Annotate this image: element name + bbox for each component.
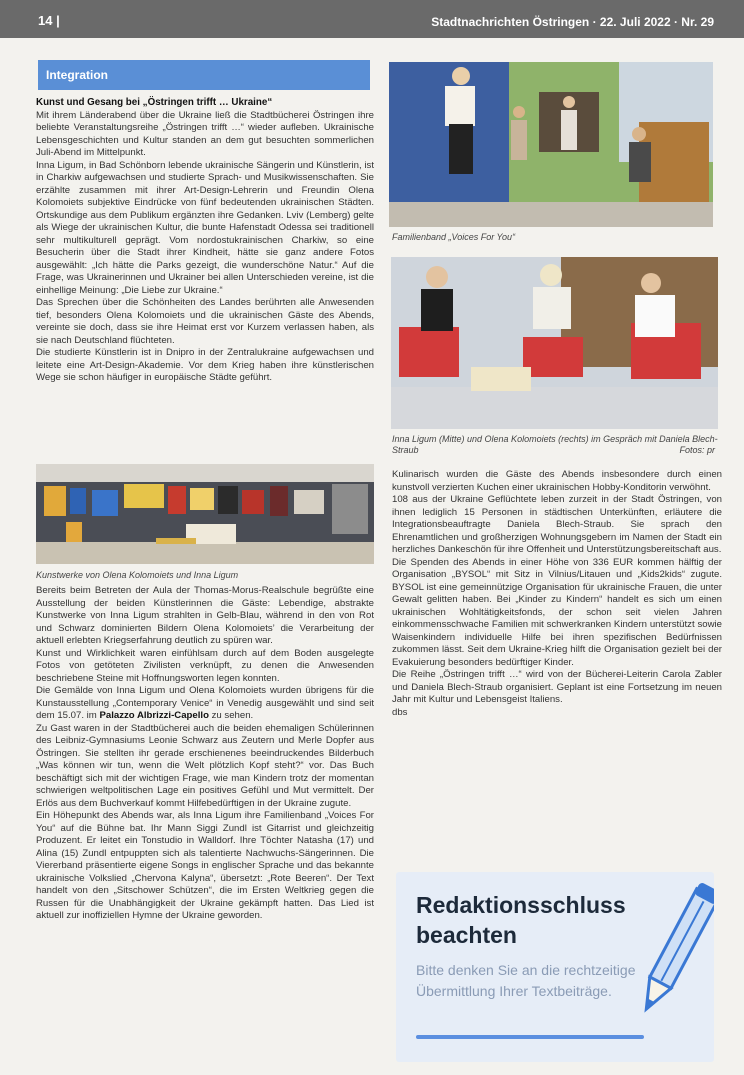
paragraph: Das Sprechen über die Schönheiten des Landes berührten alle Anwesenden tief, besonders Olena Kolomoiets und die ukrainischen Gäste des Abends, vereinte sie doch, dass sie ihre Heimat erst vor Kurzem verlassen haben, als sie nach Deutschland flüchteten.	[36, 297, 374, 346]
paragraph: Kulinarisch wurden die Gäste des Abends insbesondere durch einen kunstvoll verzierten Kuchen einer ukrainischen Hobby-Konditorin verwöhnt.	[392, 469, 722, 493]
conversation-photo-caption: Inna Ligum (Mitte) und Olena Kolomoiets (rechts) im Gespräch mit Daniela Blech-Straub	[392, 434, 718, 455]
paragraph: Die studierte Künstlerin ist in Dnipro in der Zentralukraine aufgewachsen und leitete eine Art-Design-Akademie. Vor dem Krieg haben ihre künstlerischen Wege sie schon häufiger in europäische Städte geführt.	[36, 347, 374, 383]
art-exhibition-photo	[36, 464, 374, 564]
notice-body: Bitte denken Sie an die rechtzeitige Übermittlung Ihrer Textbeiträge.	[416, 962, 636, 999]
article-title: Kunst und Gesang bei „Östringen trifft … Ukraine“	[36, 97, 273, 108]
paragraph: Die Spenden des Abends in einer Höhe von 336 EUR kommen hälftig der Organisation „BYSOL“ mit Sitz in Vilnius/Litauen und „Kids2kids“ zugute. BYSOL ist eine gemeinnützige Organisation für ukrainische Frauen, die unter Gewalt gelitten haben. Bei „Kinder zu Kindern“ handelt es sich um einen ukrainischen Wohltätigkeitsfonds, der schon seit vielen Jahren einkommensschwache Familien mit schwerkranken Kindern unterstützt sowie Waisenkindern individuelle Hilfe bei ihren spezifischen Bedürfnissen zukommen lässt. Seit dem Ukraine-Krieg hilft die Organisation gezielt bei der Evakuierung besonders bedürftiger Kinder.	[392, 556, 722, 668]
venue-name: Palazzo Albrizzi-Capello	[99, 710, 209, 721]
paragraph: Bereits beim Betreten der Aula der Thomas-Morus-Realschule begrüßte eine Ausstellung der beiden Künstlerinnen die Gäste: Lebendige, abstrakte Kunstwerke von Inna Ligum strahlten in Gelb-Blau, während in den von Rot und Schwarz dominierten Bildern Olena Kolomoiets’ die Verarbeitung der aktuell erlebten Kriegserfahrung deutlich zu spüren war.	[36, 585, 374, 646]
band-photo	[389, 62, 713, 227]
paragraph: Mit ihrem Länderabend über die Ukraine ließ die Stadtbücherei Östringen ihre beliebte Veranstaltungsreihe „Östringen trifft …“ wieder aufleben. Ukrainische Lebensgeschichten und Kultur standen an dem gut besuchten sommerlichen Juli-Abend im Mittelpunkt.	[36, 109, 374, 158]
venice-text-pre: Die Gemälde von Inna Ligum und Olena Kolomoiets wurden übrigens für die Kunstausstellung „Contemporary Venice“ in Venedig ausgewählt und sind seit dem 15.07. im	[36, 685, 374, 721]
photo-credit: Fotos: pr	[679, 445, 715, 455]
paragraph-venice	[36, 685, 374, 723]
venice-text-post: zu sehen.	[208, 710, 254, 721]
notice-title: Redaktionsschluss beachten	[416, 892, 626, 948]
publication-line: Stadtnachrichten Östringen · 22. Juli 2022 · Nr. 29	[431, 15, 714, 29]
paragraph: Inna Ligum, in Bad Schönborn lebende ukrainische Sängerin und Künstlerin, ist in Charkiw aufgewachsen und studierte Sprach- und Musikwissenschaften. Sie erzählte zusammen mit ihrer Art-Design-Lehrerin und Freundin Olena Kolomoiets subjektive Eindrücke von fünf bedeutenden ukrainischen Städten. Ortskundige aus dem Publikum ergänzten ihre Gedanken. Lviv (Lemberg) gelte als Wiege der ukrainischen Kultur, die bunte Hafenstadt Odessa sei traditionell sehr multikulturell geprägt. Vom nordostukrainischen Charkiw, so eine Besucherin über die Stadt ihrer Kindheit, hätte sie ganz andere Fotos ausgewählt: „Ich hätte die Parks gezeigt, die wunderschöne Natur.“ Auf die Frage, was Ukrainerinnen und Ukrainer bei allen Unterschieden vereine, ist die einhellige Meinung: „Die Liebe zur Ukraine.“	[36, 159, 374, 296]
deadline-notice	[396, 872, 714, 1062]
article-column-1-top	[36, 97, 374, 385]
art-photo-caption: Kunstwerke von Olena Kolomoiets und Inna Ligum	[36, 570, 239, 580]
article-column-1-bottom	[36, 585, 374, 923]
author-signature: dbs	[392, 706, 408, 718]
paragraph: 108 aus der Ukraine Geflüchtete leben zurzeit in der Stadt Östringen, von ihnen lediglich 15 Personen in städtischen Unterkünften, erläutere die Integrationsbeauftragte Daniela Blech-Straub. Sie sprach den Ehrenamtlichen und großherzigen Wohnungsgebern im Namen der Stadt ein herzliches Dankeschön für ihre Offenheit und Unterstützungsbereitschaft aus.	[392, 494, 722, 555]
page-number: 14 |	[38, 13, 60, 28]
page-header	[0, 0, 744, 38]
paragraph: Zu Gast waren in der Stadtbücherei auch die beiden ehemaligen Schülerinnen des Leibniz-Gymnasiums Leonie Schwarz aus Zeutern und Merle Dopfer aus Östringen. Sie stellten ihr gerade erschienenes beeindruckendes Bilderbuch „Was können wir tun, wenn die Welt plötzlich Kopf steht?“ vor. Das Buch beschäftigt sich mit der wichtigen Frage, wie man Kindern trotz der momentan schwierigen weltpolitischen Lage ein positives Gefühl und Mut vermittelt. Der Erlös aus dem Buchverkauf kommt Hilfebedürftigen in der Ukraine zugute.	[36, 722, 374, 809]
pencil-icon	[636, 878, 714, 1028]
paragraph: Die Reihe „Östringen trifft …“ wird von der Bücherei-Leiterin Carola Zabler und Daniela Blech-Straub organisiert. Geplant ist eine Fortsetzung im neuen Jahr mit Kultur und Lebensgeist Italiens.	[392, 669, 722, 705]
conversation-photo	[391, 257, 718, 429]
notice-underline	[416, 1035, 644, 1039]
paragraph: Ein Höhepunkt des Abends war, als Inna Ligum ihre Familienband „Voices For You“ auf die Bühne bat. Ihr Mann Siggi Zundl ist Gitarrist und gleichzeitig Produzent. Er leitet ein Tonstudio in Walldorf. Ihre Töchter Natasha (17) und Alina (15) Zundl entpuppten sich als talentierte Nachwuchs-Sängerinnen. Die Viererband präsentierte eigene Songs in englischer Sprache und das bekannte ukrainische Volkslied „Chervona Kalyna“, übersetzt: „Rote Beeren“. Der Text handelt von den „Sitschower Schützen“, die im Ersten Weltkrieg gegen die Russen für die Unabhängigkeit der Ukraine gekämpft hatten. Das Lied ist aktuell zur inoffiziellen Hymne der Ukraine geworden.	[36, 810, 374, 921]
paragraph: Kunst und Wirklichkeit waren einfühlsam durch auf dem Boden ausgelegte Fotos von getöteten Zivilisten verknüpft, zu denen die Anwesenden beschriebene Steine mit Hoffnungsworten legen konnten.	[36, 647, 374, 684]
article-column-2	[392, 469, 722, 719]
band-photo-caption: Familienband „Voices For You“	[392, 232, 516, 242]
rubric-label: Integration	[38, 60, 370, 90]
